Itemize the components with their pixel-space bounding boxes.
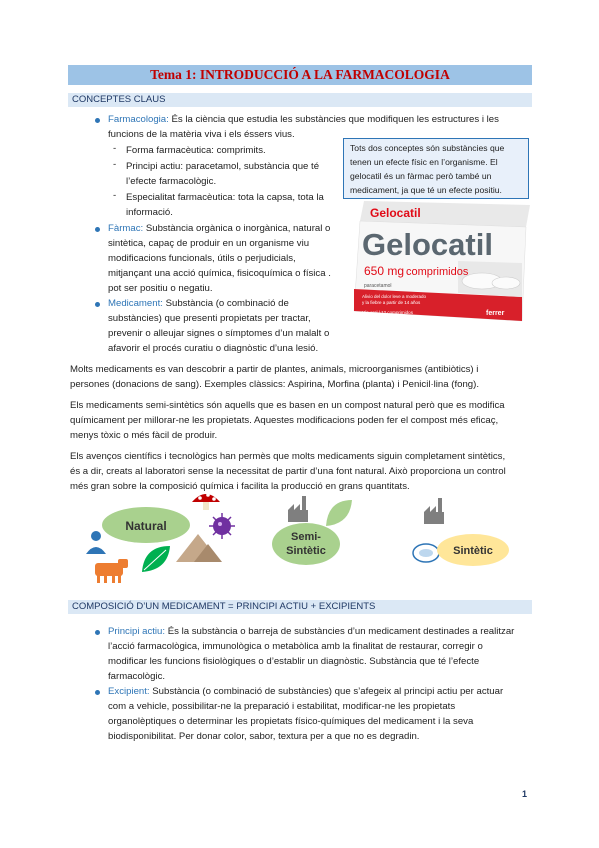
item-especialitat-cont: informació. [126, 207, 173, 218]
dash-icon: - [113, 190, 117, 201]
petri-dish-icon [413, 544, 439, 562]
box-brand: Gelocatil [362, 227, 493, 262]
box-maker: ferrer [486, 310, 505, 317]
excipient-line2: com a vehicle, possibilitar-ne la preparació i estabilitat, modificar-ne les propietats [108, 701, 456, 712]
medicament-line4: afavorir el procés curatiu o diagnòstic d’una lesió. [108, 343, 319, 354]
callout-line: medicament, ja que té un efecte positiu. [350, 185, 502, 195]
page-title: Tema 1: INTRODUCCIÓ A LA FARMACOLOGIA [68, 65, 532, 85]
item-forma: Forma farmacèutica: comprimits. [126, 145, 266, 156]
section-heading-conceptes: CONCEPTES CLAUS [68, 93, 532, 107]
box-form: comprimidos [406, 266, 469, 278]
box-info1: Alivio del dolor leve a moderado [362, 294, 427, 299]
callout-line: tenen un efecte físic en l’organisme. El [350, 157, 498, 167]
factory-icon [288, 496, 308, 522]
bullet-icon [95, 118, 100, 123]
farmac-line2: sintètica, capaç de produir en un organisme viu [108, 238, 310, 249]
person-icon [86, 531, 106, 554]
natural-group [86, 493, 235, 583]
principi-line4: farmacològic. [108, 671, 166, 682]
excipient-line4: biodisponibilitat. Per donar color, sabor, textura per a que no es degradin. [108, 731, 420, 742]
leaf-icon [142, 546, 170, 572]
para-semisintetic-line2: químicament per millorar-ne les propietats. Aquestes modificacions poden fer el compost més eficaç, [70, 415, 499, 426]
sintetic-label: Sintètic [453, 545, 493, 557]
principi-line2: l’acció farmacològica, immunològica o metabòlica amb la finalitat de restaurar, corregir o [108, 641, 483, 652]
medicament-line2: substàncies) que presenti propietats per tractar, [108, 313, 311, 324]
page-number: 1 [522, 789, 528, 799]
box-ingredient: paracetamol [364, 283, 392, 289]
item-principi: Principi actiu: paracetamol, substància que té [126, 161, 320, 172]
excipient-line1: Excipient: Substància (o combinació de substàncies) que s’afegeix al principi actiu per actuar [108, 686, 504, 697]
excipient-line3: organolèptiques o determinar les propietats físico-químiques del medicament i la seva [108, 716, 474, 727]
gelocatil-box-image [350, 201, 532, 336]
sources-diagram [80, 490, 530, 586]
box-brand-small: Gelocatil [370, 206, 421, 220]
semisintetic-label-1: Semi- [291, 531, 321, 543]
bacteria-icon [209, 513, 235, 539]
box-info2: y la fiebre a partir de 14 años [362, 300, 421, 305]
para-sintetic-line3: més gran sobre la composició química i facilita la producció en grans quantitats. [70, 481, 410, 492]
section-heading-composicio: COMPOSICIÓ D’UN MEDICAMENT = PRINCIPI ACTIU + EXCIPIENTS [68, 600, 532, 614]
cow-icon [95, 559, 128, 583]
farmacologia-line1: Farmacologia: És la ciència que estudia les substàncies que modifiquen les estructures i les [108, 114, 499, 125]
box-route: Vía oral | 12 comprimidos [362, 310, 413, 315]
item-especialitat: Especialitat farmacèutica: tota la capsa, tota la [126, 192, 324, 203]
bullet-icon [95, 227, 100, 232]
para-sintetic-line1: Els avenços científics i tecnològics han permès que molts medicaments siguin completament sintètics, [70, 451, 506, 462]
box-dose: 650 mg [364, 264, 405, 278]
para-semisintetic-line1: Els medicaments semi-sintètics són aquells que es basen en un compost natural però que es modifica [70, 400, 505, 411]
callout-line: gelocatil és un fàrmac però també un [350, 171, 492, 181]
factory-icon [424, 498, 444, 524]
farmac-line3: modificacions funcionals, útils o perjudicials, [108, 253, 296, 264]
bullet-icon [95, 690, 100, 695]
principi-line3: modificar les funcions fisiològiques o d’establir un diagnòstic. Substància que té l’efecte [108, 656, 480, 667]
principi-line1: Principi actiu: És la substància o barreja de substàncies d’un medicament destinades a realitzar [108, 626, 515, 637]
farmac-line5: pot ser positiu o negatiu. [108, 283, 213, 294]
medicament-line3: prevenir o alleujar signes o símptomes d’un malalt o [108, 328, 330, 339]
semisintetic-label-2: Sintètic [286, 545, 326, 557]
leaf-icon [326, 500, 352, 526]
dash-icon: - [113, 159, 117, 170]
para-sintetic-line2: és a dir, creats al laboratori sense la necessitat de partir d’una font natural. Això proporciona un control [70, 466, 506, 477]
bullet-icon [95, 630, 100, 635]
farmac-line1: Fàrmac: Substància orgànica o inorgànica, natural o [108, 223, 331, 234]
para-origins-line1: Molts medicaments es van descobrir a partir de plantes, animals, microorganismes (antibiòtics) i [70, 364, 479, 375]
farmac-line4: mitjançant una acció química, fisicoquímica o física . [108, 268, 331, 279]
mushroom-icon [192, 493, 220, 510]
callout-box [343, 138, 529, 199]
dash-icon: - [113, 143, 117, 154]
natural-label: Natural [125, 519, 167, 533]
mountain-icon [176, 534, 222, 562]
para-semisintetic-line3: menys tòxic o més fàcil de produir. [70, 430, 218, 441]
sintetic-group [413, 498, 509, 566]
para-origins-line2: persones (donacions de sang). Exemples clàssics: Aspirina, Morfina (planta) i Penicil·lina (fong). [70, 379, 479, 390]
semisintetic-group [272, 496, 352, 565]
medicament-line1: Medicament: Substància (o combinació de [108, 298, 289, 309]
farmacologia-line2: funcions de la matèria viva i els éssers vius. [108, 129, 295, 140]
callout-line: Tots dos conceptes són substàncies que [350, 143, 505, 153]
item-principi-cont: l’efecte farmacològic. [126, 176, 217, 187]
bullet-icon [95, 302, 100, 307]
